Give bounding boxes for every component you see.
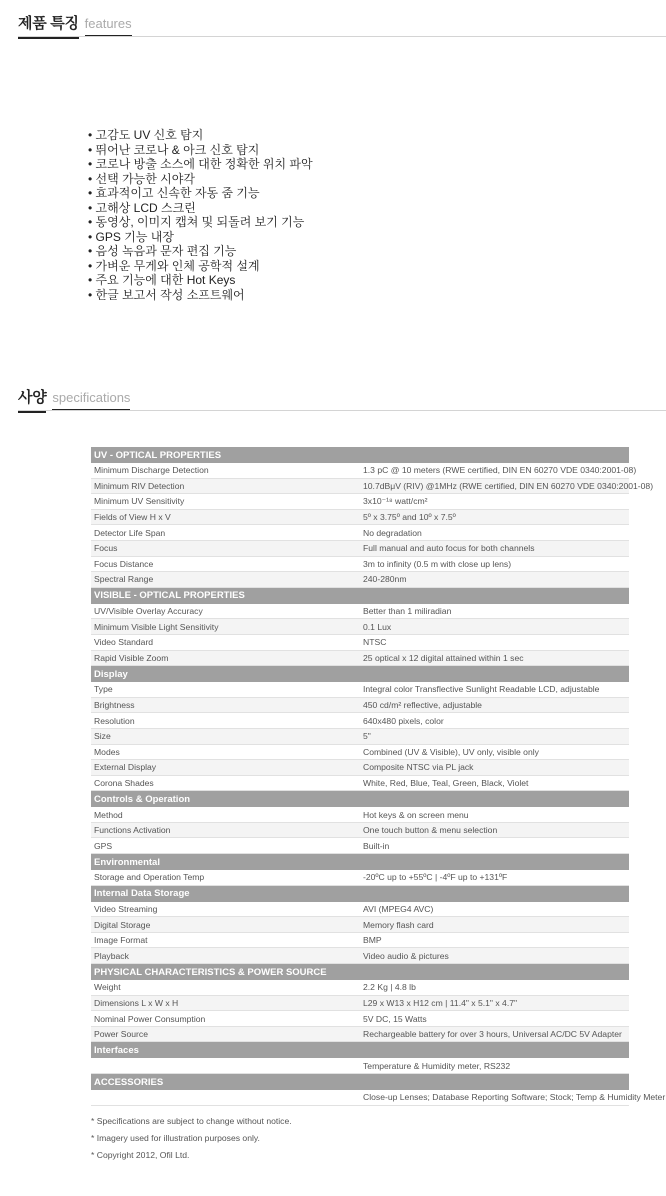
spec-title-ko: 사양 <box>18 386 46 413</box>
spec-notes <box>91 1115 292 1166</box>
spec-group-header <box>91 447 629 463</box>
spec-value: Video audio & pictures <box>360 948 629 964</box>
spec-value: Composite NTSC via PL jack <box>360 760 629 776</box>
spec-row <box>91 870 629 885</box>
spec-label: Minimum RIV Detection <box>91 478 360 494</box>
spec-label: Modes <box>91 744 360 760</box>
spec-value: 1.3 pC @ 10 meters (RWE certified, DIN EN 60270 VDE 0340:2001-08) <box>360 463 629 478</box>
spec-value: No degradation <box>360 525 629 541</box>
spec-label: Rapid Visible Zoom <box>91 650 360 666</box>
spec-value: Hot keys & on screen menu <box>360 807 629 822</box>
spec-label: Corona Shades <box>91 775 360 791</box>
spec-section-header <box>18 386 666 408</box>
feature-item: • 고감도 UV 신호 탐지 <box>88 128 313 143</box>
spec-label: Digital Storage <box>91 917 360 933</box>
features-list <box>88 128 313 302</box>
spec-row <box>91 478 629 494</box>
spec-row <box>91 948 629 964</box>
spec-value: AVI (MPEG4 AVC) <box>360 902 629 917</box>
spec-value: NTSC <box>360 634 629 650</box>
feature-item: • 뛰어난 코로나 & 아크 신호 탐지 <box>88 143 313 158</box>
spec-value: Integral color Transflective Sunlight Readable LCD, adjustable <box>360 682 629 697</box>
spec-group-header <box>91 791 629 808</box>
spec-value: 5V DC, 15 Watts <box>360 1011 629 1027</box>
spec-group-title: ACCESSORIES <box>91 1074 629 1091</box>
spec-value: 25 optical x 12 digital attained within 1 sec <box>360 650 629 666</box>
spec-value: L29 x W13 x H12 cm | 11.4" x 5.1" x 4.7" <box>360 995 629 1011</box>
spec-row <box>91 1011 629 1027</box>
spec-row <box>91 540 629 556</box>
spec-row <box>91 902 629 917</box>
spec-title-en: specifications <box>52 390 130 411</box>
spec-group-header <box>91 587 629 604</box>
spec-row <box>91 604 629 619</box>
spec-group-header <box>91 1074 629 1091</box>
spec-value: Close-up Lenses; Database Reporting Software; Stock; Temp & Humidity Meter <box>360 1090 629 1105</box>
spec-row <box>91 619 629 635</box>
spec-label <box>91 1058 360 1073</box>
spec-label: Minimum Visible Light Sensitivity <box>91 619 360 635</box>
spec-value: One touch button & menu selection <box>360 822 629 838</box>
spec-group-header <box>91 666 629 683</box>
feature-item: • 주요 기능에 대한 Hot Keys <box>88 273 313 288</box>
spec-group-header <box>91 885 629 902</box>
spec-value: BMP <box>360 932 629 948</box>
spec-label: Nominal Power Consumption <box>91 1011 360 1027</box>
spec-label: Minimum UV Sensitivity <box>91 494 360 510</box>
spec-value: 240-280nm <box>360 572 629 588</box>
spec-value: Temperature & Humidity meter, RS232 <box>360 1058 629 1073</box>
note-line: * Imagery used for illustration purposes only. <box>91 1133 260 1143</box>
spec-label: Playback <box>91 948 360 964</box>
feature-item: • 효과적이고 신속한 자동 줌 기능 <box>88 186 313 201</box>
spec-group-title: VISIBLE - OPTICAL PROPERTIES <box>91 587 629 604</box>
spec-row <box>91 775 629 791</box>
spec-label: Fields of View H x V <box>91 509 360 525</box>
spec-value: 2.2 Kg | 4.8 lb <box>360 980 629 995</box>
spec-label: External Display <box>91 760 360 776</box>
spec-value: Built-in <box>360 838 629 854</box>
spec-row <box>91 572 629 588</box>
spec-row <box>91 650 629 666</box>
feature-item: • 코로나 방출 소스에 대한 정확한 위치 파악 <box>88 157 313 172</box>
spec-group-title: UV - OPTICAL PROPERTIES <box>91 447 629 463</box>
spec-value: 5º x 3.75º and 10º x 7.5º <box>360 509 629 525</box>
spec-value: 3x10⁻¹⁸ watt/cm² <box>360 494 629 510</box>
spec-label: Detector Life Span <box>91 525 360 541</box>
spec-group-title: PHYSICAL CHARACTERISTICS & POWER SOURCE <box>91 964 629 981</box>
spec-label: Resolution <box>91 713 360 729</box>
spec-row <box>91 807 629 822</box>
spec-value: White, Red, Blue, Teal, Green, Black, Violet <box>360 775 629 791</box>
spec-label <box>91 1090 360 1105</box>
spec-row <box>91 463 629 478</box>
spec-row <box>91 713 629 729</box>
spec-row <box>91 556 629 572</box>
spec-value: 450 cd/m² reflective, adjustable <box>360 697 629 713</box>
spec-value: 640x480 pixels, color <box>360 713 629 729</box>
spec-label: Image Format <box>91 932 360 948</box>
spec-row <box>91 1058 629 1073</box>
features-title-en: features <box>85 16 132 37</box>
spec-value: Better than 1 miliradian <box>360 604 629 619</box>
spec-label: Dimensions L x W x H <box>91 995 360 1011</box>
spec-group-header <box>91 964 629 981</box>
spec-value: 10.7dBμV (RIV) @1MHz (RWE certified, DIN EN 60270 VDE 0340:2001-08) <box>360 478 629 494</box>
feature-item: • GPS 기능 내장 <box>88 230 313 245</box>
feature-item: • 고해상 LCD 스크린 <box>88 201 313 216</box>
spec-label: Focus <box>91 540 360 556</box>
spec-group-header <box>91 854 629 871</box>
note-line: * Copyright 2012, Ofil Ltd. <box>91 1150 190 1160</box>
spec-label: Size <box>91 728 360 744</box>
spec-value: -20ºC up to +55ºC | -4ºF up to +131ºF <box>360 870 629 885</box>
spec-row <box>91 525 629 541</box>
feature-item: • 선택 가능한 시야각 <box>88 172 313 187</box>
spec-group-title: Internal Data Storage <box>91 885 629 902</box>
spec-group-title: Controls & Operation <box>91 791 629 808</box>
spec-row <box>91 682 629 697</box>
spec-row <box>91 932 629 948</box>
section-divider <box>18 36 666 37</box>
spec-row <box>91 1026 629 1042</box>
spec-row <box>91 634 629 650</box>
spec-table <box>91 447 666 1106</box>
spec-group-title: Interfaces <box>91 1042 629 1059</box>
spec-row <box>91 822 629 838</box>
features-section-header <box>18 12 666 34</box>
feature-item: • 음성 녹음과 문자 편집 기능 <box>88 244 313 259</box>
spec-label: Weight <box>91 980 360 995</box>
spec-row <box>91 697 629 713</box>
spec-label: Video Streaming <box>91 902 360 917</box>
spec-label: Type <box>91 682 360 697</box>
spec-label: Minimum Discharge Detection <box>91 463 360 478</box>
spec-value: 3m to infinity (0.5 m with close up lens) <box>360 556 629 572</box>
spec-row <box>91 917 629 933</box>
spec-value: Full manual and auto focus for both channels <box>360 540 629 556</box>
spec-value: 5" <box>360 728 629 744</box>
feature-item: • 동영상, 이미지 캡쳐 및 되돌려 보기 기능 <box>88 215 313 230</box>
spec-row <box>91 995 629 1011</box>
spec-label: Power Source <box>91 1026 360 1042</box>
spec-value: Memory flash card <box>360 917 629 933</box>
spec-label: Brightness <box>91 697 360 713</box>
spec-row <box>91 509 629 525</box>
spec-label: UV/Visible Overlay Accuracy <box>91 604 360 619</box>
spec-label: Spectral Range <box>91 572 360 588</box>
spec-row <box>91 744 629 760</box>
features-title-ko: 제품 특징 <box>18 12 79 39</box>
section-divider <box>18 410 666 411</box>
spec-label: Method <box>91 807 360 822</box>
spec-label: Video Standard <box>91 634 360 650</box>
spec-row <box>91 838 629 854</box>
spec-value: Combined (UV & Visible), UV only, visible only <box>360 744 629 760</box>
note-line: * Specifications are subject to change without notice. <box>91 1116 292 1126</box>
spec-value: 0.1 Lux <box>360 619 629 635</box>
spec-row <box>91 494 629 510</box>
spec-label: GPS <box>91 838 360 854</box>
spec-label: Functions Activation <box>91 822 360 838</box>
spec-row <box>91 728 629 744</box>
feature-item: • 한글 보고서 작성 소프트웨어 <box>88 288 313 303</box>
spec-value: Rechargeable battery for over 3 hours, Universal AC/DC 5V Adapter <box>360 1026 629 1042</box>
spec-group-title: Display <box>91 666 629 683</box>
spec-row <box>91 760 629 776</box>
spec-row <box>91 1090 629 1105</box>
spec-row <box>91 980 629 995</box>
spec-label: Storage and Operation Temp <box>91 870 360 885</box>
spec-label: Focus Distance <box>91 556 360 572</box>
spec-group-header <box>91 1042 629 1059</box>
spec-group-title: Environmental <box>91 854 629 871</box>
feature-item: • 가벼운 무게와 인체 공학적 설계 <box>88 259 313 274</box>
